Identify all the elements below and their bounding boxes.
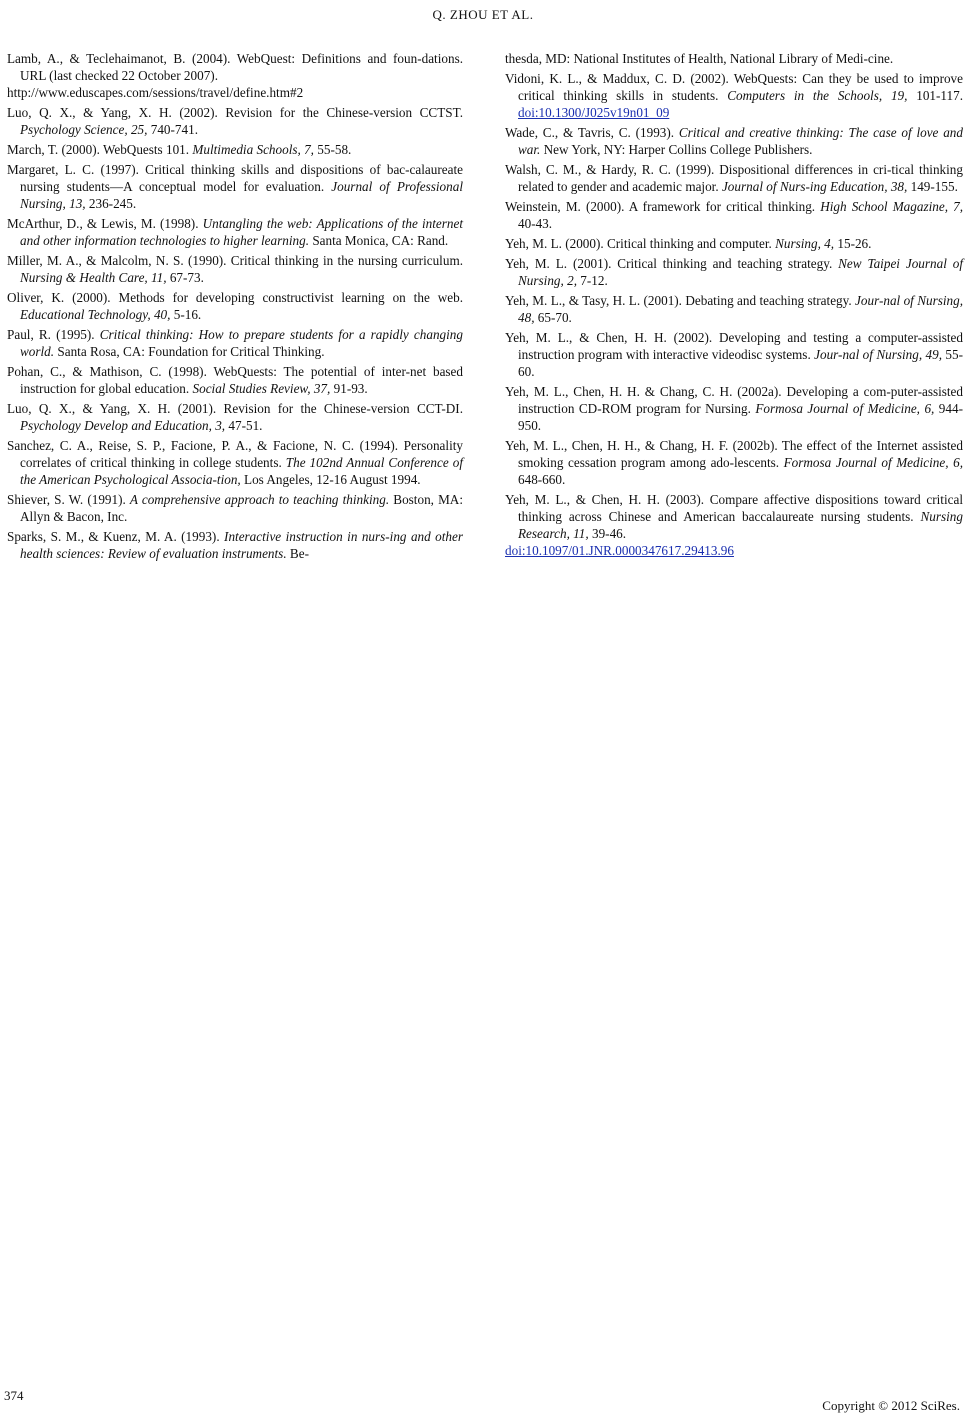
reference-text: http://www.eduscapes.com/sessions/travel/define.htm#2	[7, 85, 304, 100]
reference-source: Computers in the Schools, 19,	[727, 88, 908, 103]
reference-text: Yeh, M. L., Chen, H. H., & Chang, H. F. (2002b). The effect of the Internet assisted smoking cessation program among ado-lescents.	[505, 438, 963, 470]
reference-text: Yeh, M. L., & Tasy, H. L. (2001). Debating and teaching strategy.	[505, 293, 856, 308]
reference-text: Boston, MA: Allyn & Bacon, Inc.	[20, 492, 463, 524]
reference-source: Jour-nal of Nursing, 49,	[814, 347, 943, 362]
page-number: 374	[4, 1388, 24, 1403]
reference-entry	[7, 437, 463, 488]
reference-text: Pohan, C., & Mathison, C. (1998). WebQuests: The potential of inter-net based instruction for global education.	[7, 364, 463, 396]
reference-text: 65-70.	[534, 310, 572, 325]
reference-text: 149-155.	[907, 179, 958, 194]
reference-source: Psychology Science, 25,	[20, 122, 148, 137]
reference-text: 5-16.	[170, 307, 202, 322]
reference-source: Jour-nal of Nursing, 48,	[518, 293, 963, 325]
reference-text: 740-741.	[147, 122, 198, 137]
reference-text: 40-43.	[518, 216, 553, 231]
reference-source: Formosa Journal of Medicine, 6,	[783, 455, 963, 470]
running-header: Q. ZHOU ET AL.	[432, 7, 534, 22]
doi-link[interactable]: doi:10.1300/J025v19n01_09	[518, 105, 670, 120]
reference-text: Lamb, A., & Teclehaimanot, B. (2004). WebQuest: Definitions and foun-dations. URL (last checked 22 October 2007).	[7, 51, 463, 83]
reference-source: Journal of Professional Nursing, 13,	[20, 179, 463, 211]
reference-text: thesda, MD: National Institutes of Health, National Library of Medi-cine.	[505, 51, 894, 66]
reference-source: A comprehensive approach to teaching thinking.	[129, 492, 390, 507]
reference-text: Wade, C., & Tavris, C. (1993).	[505, 125, 679, 140]
reference-text: 55-60.	[518, 347, 963, 379]
reference-text: Santa Rosa, CA: Foundation for Critical Thinking.	[54, 344, 325, 359]
reference-text: 944-950.	[518, 401, 963, 433]
reference-text: Yeh, M. L., & Chen, H. H. (2002). Developing and testing a computer-assisted instruction program with interactive videodisc systems.	[505, 330, 963, 362]
reference-text: Be-	[286, 546, 309, 561]
reference-text: 91-93.	[330, 381, 368, 396]
reference-entry	[7, 252, 463, 286]
reference-text: Sanchez, C. A., Reise, S. P., Facione, P. A., & Facione, N. C. (1994). Personality correlates of critical thinking in college students.	[7, 438, 463, 470]
reference-source: Social Studies Review, 37,	[192, 381, 331, 396]
reference-text: 47-51.	[225, 418, 263, 433]
reference-source: Nursing, 4,	[775, 236, 835, 251]
reference-source: Untangling the web: Applications of the internet and other information technologies to higher learning.	[20, 216, 463, 248]
reference-source: Psychology Develop and Education, 3,	[20, 418, 226, 433]
reference-text: 648-660.	[518, 472, 566, 487]
reference-source: Nursing Research, 11,	[518, 509, 963, 541]
reference-entry	[505, 383, 963, 434]
reference-source: The 102nd Annual Conference of the American Psychological Associa-tion,	[20, 455, 463, 487]
reference-source: Critical thinking: How to prepare students for a rapidly changing world.	[20, 327, 463, 359]
reference-entry	[505, 161, 963, 195]
reference-entry	[7, 528, 463, 562]
reference-text: Miller, M. A., & Malcolm, N. S. (1990). Critical thinking in the nursing curriculum.	[7, 253, 463, 268]
reference-entry	[7, 363, 463, 397]
copyright-notice: Copyright © 2012 SciRes.	[822, 1398, 960, 1413]
reference-entry	[7, 326, 463, 360]
reference-entry	[7, 141, 463, 158]
reference-entry	[505, 50, 963, 67]
reference-entry	[7, 161, 463, 212]
reference-entry	[7, 215, 463, 249]
reference-source: Formosa Journal of Medicine, 6,	[755, 401, 935, 416]
reference-text: Shiever, S. W. (1991).	[7, 492, 130, 507]
reference-source: Interactive instruction in nurs-ing and other health sciences: Review of evaluation instruments.	[20, 529, 463, 561]
reference-text: Yeh, M. L., & Chen, H. H. (2003). Compare affective dispositions toward critical thinking across Chinese and American baccalaureate nursing students.	[505, 492, 963, 524]
reference-source: Critical and creative thinking: The case of love and war.	[518, 125, 963, 157]
reference-text: 236-245.	[85, 196, 137, 211]
references-right-column	[505, 50, 963, 562]
reference-source: Multimedia Schools, 7,	[192, 142, 314, 157]
reference-entry	[505, 235, 963, 252]
references-left-column	[7, 50, 463, 565]
reference-entry	[7, 491, 463, 525]
reference-entry	[505, 198, 963, 232]
reference-entry	[505, 255, 963, 289]
reference-entry	[505, 292, 963, 326]
reference-text: 15-26.	[834, 236, 872, 251]
reference-entry	[505, 70, 963, 121]
reference-source: Journal of Nurs-ing Education, 38,	[721, 179, 908, 194]
reference-source: Educational Technology, 40,	[20, 307, 171, 322]
reference-text: 55-58.	[313, 142, 352, 157]
reference-text: Weinstein, M. (2000). A framework for critical thinking.	[505, 199, 821, 214]
reference-entry	[7, 289, 463, 323]
reference-text: Paul, R. (1995).	[7, 327, 100, 342]
reference-text: Yeh, M. L., Chen, H. H. & Chang, C. H. (2002a). Developing a com-puter-assisted instruction CD-ROM program for Nursing.	[505, 384, 963, 416]
reference-source: Nursing & Health Care, 11,	[20, 270, 167, 285]
reference-entry	[7, 104, 463, 138]
reference-entry	[7, 50, 463, 101]
reference-text: 39-46.	[588, 526, 627, 541]
reference-entry	[505, 124, 963, 158]
reference-text: Vidoni, K. L., & Maddux, C. D. (2002). WebQuests: Can they be used to improve critical thinking skills in students.	[505, 71, 963, 103]
reference-source: New Taipei Journal of Nursing, 2,	[518, 256, 964, 288]
reference-text: Sparks, S. M., & Kuenz, M. A. (1993).	[7, 529, 225, 544]
reference-text: Yeh, M. L. (2001). Critical thinking and teaching strategy.	[505, 256, 839, 271]
reference-entry	[7, 400, 463, 434]
reference-text: Luo, Q. X., & Yang, X. H. (2001). Revision for the Chinese-version CCT-DI.	[7, 401, 463, 416]
reference-text: Yeh, M. L. (2000). Critical thinking and computer.	[505, 236, 776, 251]
reference-entry	[505, 437, 963, 488]
reference-text: Margaret, L. C. (1997). Critical thinking skills and dispositions of bac-calaureate nursing students—A conceptual model for evaluation.	[7, 162, 463, 194]
reference-text: March, T. (2000). WebQuests 101.	[7, 142, 193, 157]
reference-text: New York, NY: Harper Collins College Publishers.	[540, 142, 813, 157]
reference-source: High School Magazine, 7,	[820, 199, 964, 214]
reference-text: Luo, Q. X., & Yang, X. H. (2002). Revision for the Chinese-version CCTST.	[7, 105, 463, 120]
reference-text: 7-12.	[577, 273, 608, 288]
reference-text: McArthur, D., & Lewis, M. (1998).	[7, 216, 203, 231]
doi-link[interactable]: doi:10.1097/01.JNR.0000347617.29413.96	[505, 543, 734, 558]
reference-text: 101-117.	[907, 88, 963, 103]
reference-text: 67-73.	[166, 270, 204, 285]
reference-entry	[505, 329, 963, 380]
reference-text: Oliver, K. (2000). Methods for developing constructivist learning on the web.	[7, 290, 463, 305]
reference-text: Los Angeles, 12-16 August 1994.	[240, 472, 421, 487]
reference-entry	[505, 491, 963, 559]
reference-text: Santa Monica, CA: Rand.	[309, 233, 449, 248]
reference-text: Walsh, C. M., & Hardy, R. C. (1999). Dispositional differences in cri-tical thinking related to gender and academic major.	[505, 162, 963, 194]
